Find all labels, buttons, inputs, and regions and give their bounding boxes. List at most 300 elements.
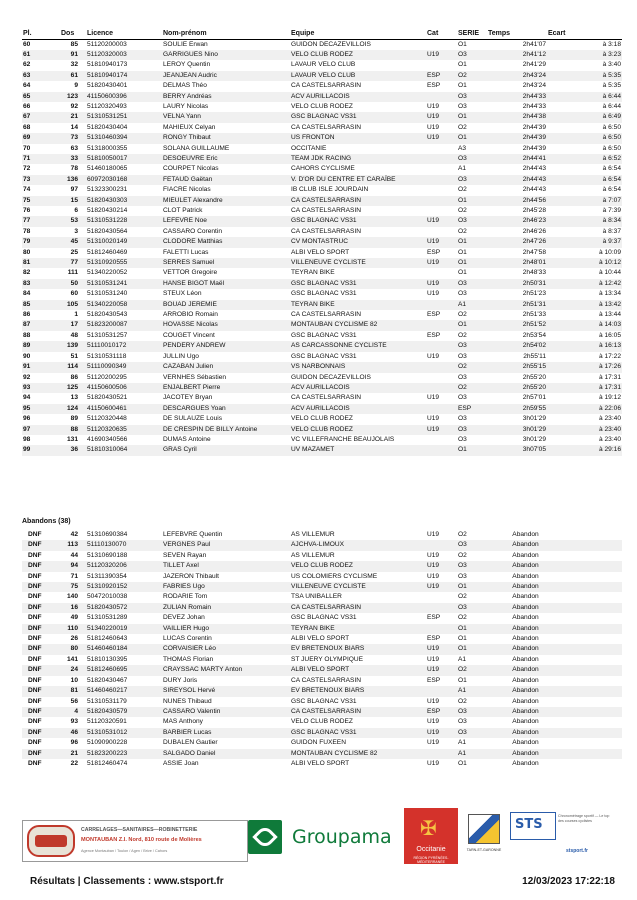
table-row — [22, 50, 622, 60]
sts-tagline: Chronométrage sportif — Le top des courses cyclistes — [558, 814, 610, 823]
cell-team: TEAM JDK RACING — [290, 154, 426, 164]
cell-serie: O2 — [458, 331, 467, 339]
table-row — [22, 707, 622, 717]
cell-place: 76 — [23, 207, 31, 214]
header-name: Nom-prénom — [162, 28, 290, 39]
table-row — [22, 603, 622, 613]
cell-gap: à 23:40 — [599, 435, 621, 443]
cell-bib: 32 — [70, 61, 78, 69]
header-cat: Cat — [426, 28, 452, 39]
cell-serie: O3 — [458, 435, 467, 443]
cell-bib: 105 — [60, 300, 86, 310]
cell-rider-name: CASSARO Valentin — [162, 707, 290, 717]
cell-team: GSC BLAGNAC VS31 — [291, 352, 357, 360]
cell-status: DNF — [22, 707, 60, 717]
cell-gap: à 6:50 — [547, 133, 622, 143]
cell-category — [426, 320, 452, 330]
cell-gap: à 6:49 — [547, 112, 622, 122]
cell-time: 2h43'24 — [487, 71, 547, 81]
cell-time: 2h55'15 — [487, 362, 547, 372]
cell-time: 2h44'56 — [487, 196, 547, 206]
cell-bib: 110 — [60, 624, 86, 634]
cell-rider-name: VERNHES Sébastien — [163, 373, 227, 381]
cell-category — [426, 164, 452, 174]
cell-bib: 71 — [70, 572, 78, 580]
cell-licence: 51810130395 — [87, 655, 128, 663]
cell-serie: O1 — [452, 133, 487, 143]
cell-bib: 26 — [70, 635, 78, 643]
cell-rider-name: BERRY Andréas — [162, 92, 290, 102]
cell-gap: à 17:31 — [547, 383, 622, 393]
cell-serie: O3 — [452, 154, 487, 164]
cell-bib: 13 — [70, 394, 78, 402]
cell-category — [426, 60, 452, 70]
table-row — [22, 133, 622, 143]
cell-category: U19 — [426, 237, 452, 247]
cell-result: Abandon — [512, 655, 539, 663]
cell-serie: O1 — [452, 112, 487, 122]
cell-empty — [547, 728, 622, 738]
table-row — [22, 196, 622, 206]
cell-serie: O1 — [458, 676, 467, 684]
cell-category — [426, 686, 452, 696]
cell-time: 2h44'33 — [487, 92, 547, 102]
cell-category — [426, 404, 452, 414]
cell-team: AS VILLEMUR — [291, 551, 335, 559]
cell-empty — [547, 697, 622, 707]
cell-serie: O3 — [458, 394, 467, 402]
table-row — [22, 268, 622, 278]
cell-serie: O3 — [458, 352, 467, 360]
cell-status: DNF — [22, 540, 60, 550]
cell-category — [426, 154, 452, 164]
cell-result: Abandon — [512, 718, 539, 726]
cell-category — [426, 624, 452, 634]
cell-team: TSA UNIBALLER — [291, 593, 342, 601]
cell-bib: 51 — [70, 352, 78, 360]
cell-gap: à 16:13 — [547, 341, 622, 351]
cell-team: EV BRETENOUX BIARS — [290, 686, 426, 696]
cell-category: U19 — [427, 739, 440, 747]
cell-licence: 51310531251 — [86, 112, 162, 122]
cell-licence: 51310531118 — [87, 352, 127, 360]
cell-bib: 9 — [74, 82, 78, 90]
table-row — [22, 289, 622, 299]
table-row — [22, 592, 622, 602]
cell-result: Abandon — [487, 624, 547, 634]
sts-url: stsport.fr — [566, 848, 588, 854]
cell-category: U19 — [427, 102, 440, 110]
cell-category: U19 — [426, 665, 452, 675]
cell-team: VELO CLUB RODEZ — [291, 415, 353, 423]
table-row — [22, 686, 622, 696]
cell-team: VC VILLEFRANCHE BEAUJOLAIS — [291, 435, 395, 443]
cell-time: 2h46'26 — [522, 227, 546, 235]
cell-result: Abandon — [512, 531, 539, 538]
cell-category — [426, 175, 452, 185]
cell-status: DNF — [22, 603, 60, 613]
cell-place: 86 — [23, 311, 31, 319]
cell-serie: O1 — [452, 644, 487, 654]
cell-licence: 51810050017 — [86, 154, 162, 164]
cell-rider-name: FETAUD Gaëtan — [162, 175, 290, 185]
cell-gap: à 6:52 — [547, 154, 622, 164]
cell-rider-name: TILLET Axel — [162, 561, 290, 571]
cell-rider-name: SALGADO Daniel — [162, 749, 290, 759]
cell-team: AS CARCASSONNE CYCLISTE — [290, 341, 426, 351]
cell-rider-name: SERRES Samuel — [162, 258, 290, 268]
cell-licence: 51310531289 — [87, 614, 128, 622]
cell-place: 75 — [22, 196, 60, 206]
cell-category: U19 — [427, 394, 440, 402]
cell-bib: 131 — [66, 435, 78, 443]
cell-rider-name: PENDERY ANDREW — [162, 341, 290, 351]
cell-team: VS NARBONNAIS — [290, 362, 426, 372]
cell-empty — [547, 686, 622, 696]
cell-licence: 51110010172 — [86, 341, 162, 351]
cell-rider-name: GARRIGUES Nino — [162, 50, 290, 60]
sponsor-carrelages-line2: MONTAUBAN Z.I. Nord, 810 route de Molières — [81, 837, 202, 843]
cell-team: CA CASTELSARRASIN — [291, 207, 361, 214]
table-row — [22, 624, 622, 634]
cell-place: 60 — [23, 40, 31, 48]
cell-bib: 81 — [60, 686, 86, 696]
cell-bib: 124 — [60, 404, 86, 414]
cell-status: DNF — [28, 572, 42, 580]
cell-status: DNF — [28, 676, 42, 684]
cell-result: Abandon — [487, 561, 547, 571]
cell-serie: O2 — [458, 311, 467, 319]
cell-licence: 51090900228 — [87, 739, 128, 747]
cell-empty — [547, 603, 622, 613]
header-serie: SERIE — [452, 28, 487, 39]
sts-logo-box — [510, 812, 556, 840]
cell-licence: 51310920152 — [86, 582, 162, 592]
cell-licence: 51120320591 — [87, 718, 127, 726]
cell-place: 83 — [22, 279, 60, 289]
cell-empty — [547, 707, 622, 717]
cell-serie: O2 — [458, 123, 467, 131]
occitanie-name: Occitanie — [416, 846, 446, 853]
cell-serie: O1 — [452, 624, 487, 634]
cell-empty — [547, 613, 622, 623]
cell-licence: 51460180065 — [87, 165, 128, 173]
cell-team: AS VILLEMUR — [291, 531, 335, 538]
cell-gap: à 19:12 — [599, 394, 621, 402]
cell-category — [426, 144, 452, 154]
cell-serie: O3 — [452, 92, 487, 102]
table-row — [22, 759, 622, 769]
cell-team: CA CASTELSARRASIN — [291, 676, 361, 684]
cell-rider-name: DESCARGUES Yoan — [162, 404, 290, 414]
cell-serie: A1 — [452, 749, 487, 759]
cell-category — [426, 445, 452, 455]
cell-bib: 139 — [60, 341, 86, 351]
cell-licence: 51311390354 — [87, 572, 127, 580]
cell-result: Abandon — [487, 603, 547, 613]
cell-licence: 51820430401 — [87, 82, 128, 90]
tarn-et-garonne-logo — [462, 812, 506, 860]
header-licence: Licence — [86, 28, 162, 39]
cell-serie: O3 — [452, 216, 487, 226]
cell-empty — [547, 717, 622, 727]
header-time: Temps — [487, 28, 547, 39]
table-row — [22, 373, 622, 383]
cell-serie: O1 — [458, 82, 467, 90]
cell-bib: 42 — [70, 531, 78, 538]
cell-licence: 51310690188 — [87, 551, 128, 559]
table-row — [22, 613, 622, 623]
cell-place: 65 — [22, 92, 60, 102]
cell-bib: 94 — [60, 561, 86, 571]
cell-team: ACV AURILLACOIS — [290, 383, 426, 393]
cell-bib: 44 — [70, 551, 78, 559]
cell-gap: à 10:44 — [599, 269, 621, 277]
cell-team: LAVAUR VELO CLUB — [291, 61, 356, 69]
cell-rider-name: CLOT Patrick — [163, 207, 203, 214]
cell-bib: 141 — [66, 655, 78, 663]
cell-serie: O1 — [452, 582, 487, 592]
groupama-logo-text: Groupama — [292, 826, 392, 848]
cell-licence: 51823200087 — [86, 320, 162, 330]
cell-gap: à 7:39 — [602, 207, 621, 214]
cell-serie: O3 — [458, 290, 467, 298]
table-row — [22, 393, 622, 403]
cell-serie: O2 — [458, 207, 467, 214]
cell-status: DNF — [28, 739, 42, 747]
cell-rider-name: BARBIER Lucas — [162, 728, 290, 738]
cell-licence: 51310020149 — [86, 237, 162, 247]
cell-category — [426, 362, 452, 372]
cell-time: 2h57'01 — [522, 394, 546, 402]
dept-emblem-icon — [468, 814, 500, 844]
cell-licence: 51812460643 — [87, 635, 128, 643]
cell-status: DNF — [28, 614, 42, 622]
cell-licence: 51810310064 — [86, 445, 162, 455]
cell-category: ESP — [427, 676, 441, 684]
cell-rider-name: JACOTEY Bryan — [163, 394, 213, 402]
cell-serie: A3 — [458, 144, 467, 152]
cell-licence: 51460460184 — [86, 644, 162, 654]
cell-licence: 51120320003 — [86, 50, 162, 60]
cell-result: Abandon — [512, 697, 539, 705]
cell-empty — [547, 572, 622, 582]
cell-place: 84 — [23, 290, 31, 298]
table-row — [22, 582, 622, 592]
table-row — [22, 425, 622, 435]
occitanie-logo — [404, 808, 458, 864]
cell-bib: 6 — [74, 207, 78, 214]
cell-licence: 51820430579 — [86, 707, 162, 717]
cell-time: 2h51'23 — [522, 290, 546, 298]
cell-team: EV BRETENOUX BIARS — [290, 644, 426, 654]
cell-category: ESP — [427, 614, 441, 622]
cell-bib: 136 — [60, 175, 86, 185]
table-row — [22, 435, 622, 445]
cell-category: U19 — [426, 644, 452, 654]
cell-status: DNF — [22, 624, 60, 634]
cell-bib: 36 — [60, 445, 86, 455]
cell-place: 91 — [22, 362, 60, 372]
cell-licence: 51812460474 — [87, 759, 128, 767]
cell-rider-name: DELMAS Théo — [163, 82, 207, 90]
cell-serie: O2 — [458, 227, 467, 235]
cell-rider-name: DE SULAUZE Louis — [163, 415, 222, 423]
cell-bib: 75 — [60, 582, 86, 592]
cell-category — [426, 592, 452, 602]
cell-rider-name: LUCAS Corentin — [163, 635, 212, 643]
cell-team: ALBI VELO SPORT — [291, 759, 350, 767]
cell-place: 70 — [23, 144, 31, 152]
cell-serie: O2 — [458, 614, 467, 622]
cell-licence: 51812460469 — [87, 248, 128, 256]
cell-rider-name: STEUX Léon — [163, 290, 202, 298]
cell-team: GSC BLAGNAC VS31 — [290, 279, 426, 289]
cell-bib: 53 — [60, 216, 86, 226]
cell-rider-name: FABRIES Ugo — [162, 582, 290, 592]
cell-status: DNF — [22, 644, 60, 654]
cell-time: 3h01'29 — [487, 425, 547, 435]
cell-licence: 51323300231 — [87, 186, 128, 194]
cell-gap: à 17:22 — [599, 352, 621, 360]
cell-bib: 33 — [60, 154, 86, 164]
cell-empty — [547, 530, 622, 540]
cell-category: U19 — [426, 133, 452, 143]
cell-bib: 21 — [60, 749, 86, 759]
cell-place: 73 — [22, 175, 60, 185]
cell-bib: 77 — [60, 258, 86, 268]
cell-bib: 111 — [67, 269, 78, 277]
cell-rider-name: DUMAS Antoine — [163, 435, 211, 443]
cell-licence: 51812460695 — [86, 665, 162, 675]
cell-licence: 51310531241 — [86, 279, 162, 289]
cell-serie: A1 — [458, 655, 467, 663]
cell-place: 90 — [23, 352, 31, 360]
cell-bib: 3 — [74, 227, 78, 235]
cell-time: 2h44'39 — [522, 144, 546, 152]
footer-results-link[interactable]: Résultats | Classements : www.stsport.fr — [30, 876, 224, 887]
cell-bib: 21 — [60, 112, 86, 122]
cell-serie: O1 — [458, 269, 467, 277]
cell-category: U19 — [427, 759, 440, 767]
cell-serie: O3 — [452, 341, 487, 351]
cell-serie: O3 — [458, 718, 467, 726]
sts-logo-text: STS — [515, 817, 543, 832]
cell-team: ACV AURILLACOIS — [290, 92, 426, 102]
cell-bib: 123 — [60, 92, 86, 102]
cell-bib: 25 — [70, 248, 78, 256]
table-row — [22, 237, 622, 247]
cell-category: U19 — [426, 216, 452, 226]
cell-place: 69 — [22, 133, 60, 143]
cell-serie: ESP — [452, 404, 487, 414]
cell-serie: O2 — [458, 551, 467, 559]
header-dos: Dos — [60, 28, 86, 39]
table-row — [22, 185, 622, 195]
cell-empty — [547, 676, 622, 686]
cell-bib: 48 — [70, 331, 78, 339]
cell-category: ESP — [426, 707, 452, 717]
cell-time: 2h47'26 — [487, 237, 547, 247]
cell-category: U19 — [426, 258, 452, 268]
cell-empty — [547, 665, 622, 675]
cell-team: CA CASTELSARRASIN — [290, 196, 426, 206]
cell-serie: O2 — [452, 383, 487, 393]
cell-bib: 49 — [70, 614, 78, 622]
cell-rider-name: ENJALBERT Pierre — [162, 383, 290, 393]
cell-serie: O1 — [458, 40, 467, 48]
cell-time: 2h51'31 — [487, 300, 547, 310]
cell-gap: à 5:35 — [547, 71, 622, 81]
cell-rider-name: DEVEZ Johan — [163, 614, 205, 622]
cell-licence: 41150600396 — [86, 92, 162, 102]
cell-bib: 96 — [70, 739, 78, 747]
cell-bib: 45 — [60, 237, 86, 247]
table-row — [22, 644, 622, 654]
cell-gap: à 6:44 — [602, 102, 621, 110]
cell-empty — [547, 624, 622, 634]
cell-serie: O1 — [452, 320, 487, 330]
table-row — [22, 60, 622, 70]
cell-time: 2h47'58 — [522, 248, 546, 256]
cell-bib: 46 — [60, 728, 86, 738]
cell-serie: O3 — [458, 102, 467, 110]
cell-place: 68 — [23, 123, 31, 131]
cell-place: 71 — [22, 154, 60, 164]
cell-category — [426, 39, 452, 50]
cell-category — [426, 206, 452, 216]
cell-serie: O2 — [458, 697, 467, 705]
table-row — [22, 81, 622, 91]
table-row — [22, 362, 622, 372]
cell-rider-name: DESOEUVRE Eric — [162, 154, 290, 164]
header-team: Equipe — [290, 28, 426, 39]
cell-time: 2h44'33 — [522, 102, 546, 110]
cell-gap: à 3:18 — [602, 40, 621, 48]
cell-result: Abandon — [512, 551, 539, 559]
cell-bib: 10 — [70, 676, 78, 684]
cell-status: DNF — [28, 551, 42, 559]
cell-rider-name: RODARIE Tom — [163, 593, 208, 601]
cell-empty — [547, 644, 622, 654]
cell-result: Abandon — [512, 759, 539, 767]
cell-licence: 51820430572 — [86, 603, 162, 613]
cell-serie: O1 — [458, 759, 467, 767]
cell-category: ESP — [427, 248, 441, 256]
cell-place: 78 — [23, 227, 31, 235]
cell-serie: O2 — [452, 665, 487, 675]
cell-place: 93 — [22, 383, 60, 393]
cell-time: 2h44'43 — [522, 186, 546, 194]
cell-serie: O3 — [452, 728, 487, 738]
cell-rider-name: VAILLIER Hugo — [162, 624, 290, 634]
cell-category: U19 — [426, 112, 452, 122]
cell-licence: 51120320635 — [86, 425, 162, 435]
table-row — [22, 144, 622, 154]
cell-rider-name: DURY Joris — [163, 676, 198, 684]
cell-bib: 14 — [70, 123, 78, 131]
cell-result: Abandon — [487, 540, 547, 550]
cell-category: U19 — [427, 697, 440, 705]
cell-gap: à 6:54 — [602, 165, 621, 173]
cell-category — [426, 196, 452, 206]
table-row — [22, 540, 622, 550]
cell-serie: O1 — [458, 248, 467, 256]
cell-serie: O3 — [452, 603, 487, 613]
cell-serie: O3 — [452, 540, 487, 550]
cell-place: 85 — [22, 300, 60, 310]
cell-team: VELO CLUB RODEZ — [290, 425, 426, 435]
